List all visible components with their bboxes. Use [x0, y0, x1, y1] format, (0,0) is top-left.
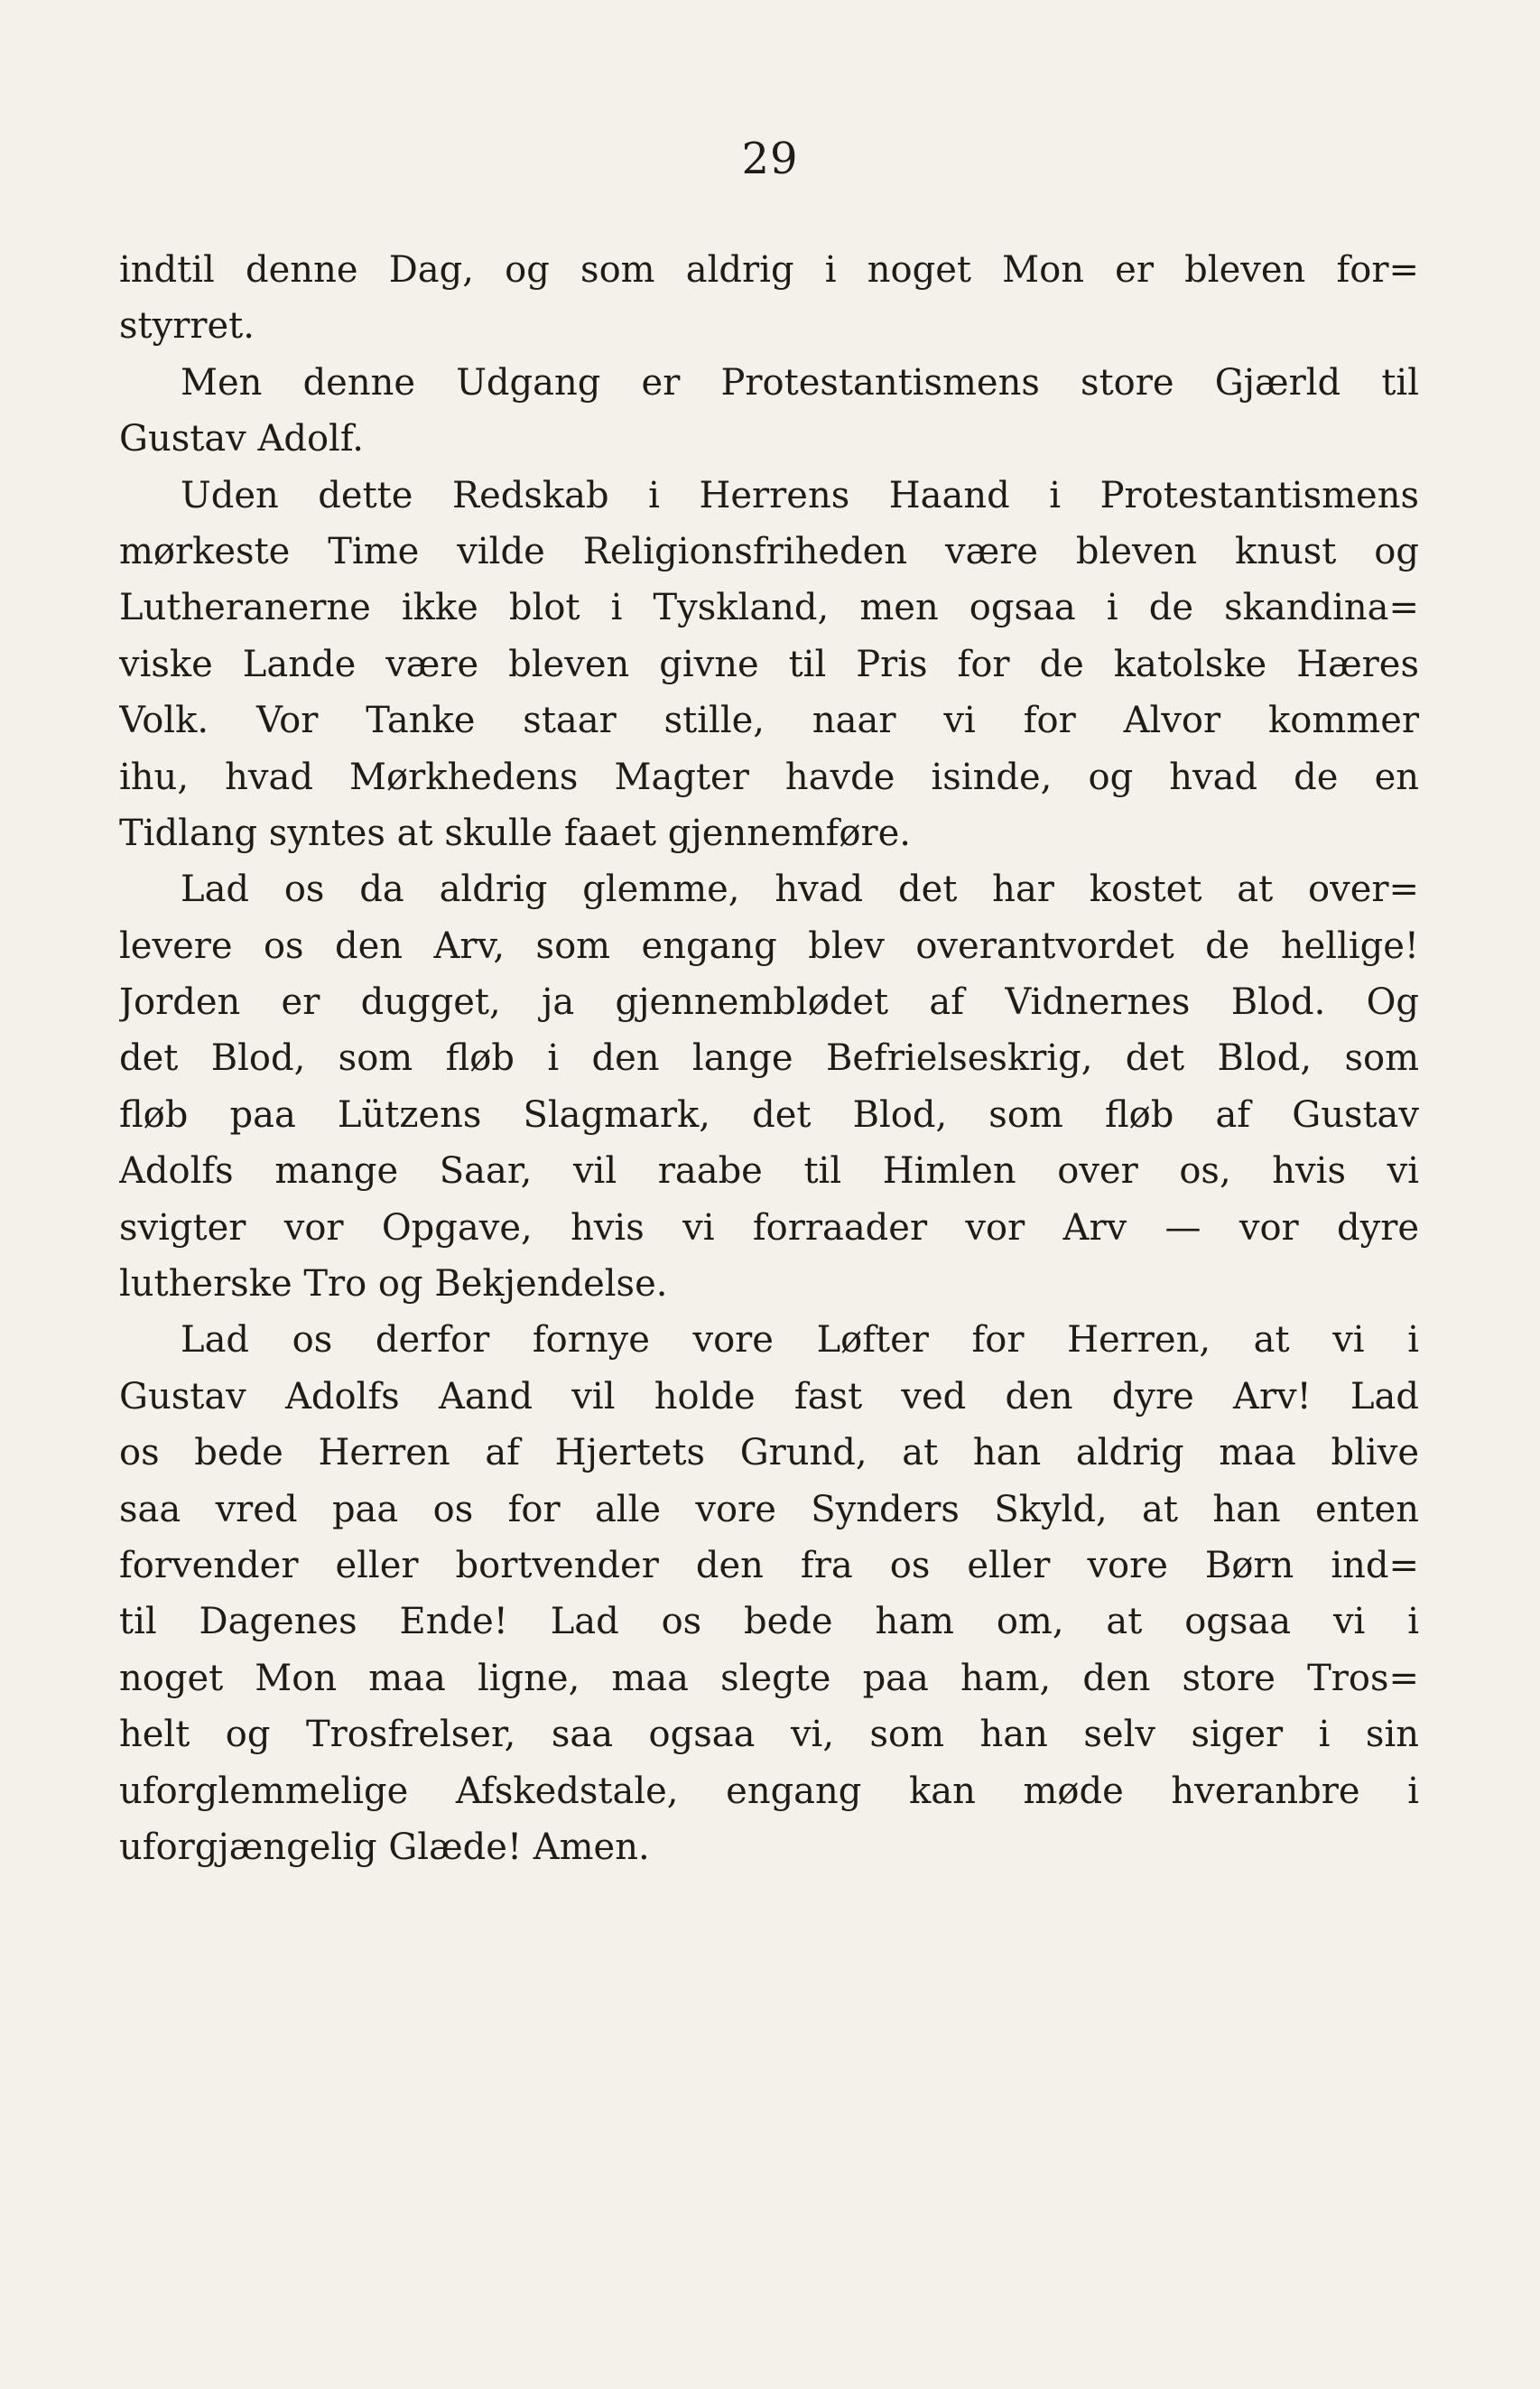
text-line: lutherske Tro og Bekjendelse.	[119, 1263, 668, 1306]
text-line: Men denne Udgang er Protestantismens store Gjærld til	[181, 361, 1419, 404]
text-line: levere os den Arv, som engang blev overantvordet de hellige!	[119, 925, 1419, 967]
page-number: 29	[741, 134, 799, 184]
text-line: Lad os derfor fornye vore Løfter for Herren, at vi i	[181, 1319, 1419, 1362]
text-line: noget Mon maa ligne, maa slegte paa ham, den store Tros=	[119, 1657, 1419, 1699]
text-line: indtil denne Dag, og som aldrig i noget Mon er bleven for=	[119, 249, 1419, 291]
text-line: Lad os da aldrig glemme, hvad det har kostet at over=	[181, 869, 1419, 911]
text-line: Jorden er dugget, ja gjennemblødet af Vidnernes Blod. Og	[119, 981, 1419, 1024]
text-line: svigter vor Opgave, hvis vi forraader vor Arv — vor dyre	[119, 1206, 1419, 1249]
text-line: Gustav Adolfs Aand vil holde fast ved den dyre Arv! Lad	[119, 1375, 1419, 1418]
text-line: uforglemmelige Afskedstale, engang kan møde hveranbre i	[119, 1770, 1419, 1812]
text-line: til Dagenes Ende! Lad os bede ham om, at ogsaa vi i	[119, 1601, 1419, 1643]
text-line: det Blod, som fløb i den lange Befrielseskrig, det Blod, som	[119, 1037, 1419, 1080]
text-line: Adolfs mange Saar, vil raabe til Himlen over os, hvis vi	[119, 1150, 1419, 1193]
text-line: Gustav Adolf.	[119, 418, 364, 460]
text-line: Volk. Vor Tanke staar stille, naar vi for Alvor kommer	[119, 700, 1419, 742]
text-line: Tidlang syntes at skulle faaet gjennemføre.	[119, 812, 911, 854]
text-line: fløb paa Lützens Slagmark, det Blod, som fløb af Gustav	[119, 1093, 1419, 1136]
text-line: mørkeste Time vilde Religionsfriheden være bleven knust og	[119, 530, 1419, 572]
text-line: forvender eller bortvender den fra os eller vore Børn ind=	[119, 1544, 1419, 1586]
text-line: viske Lande være bleven givne til Pris for de katolske Hæres	[119, 643, 1419, 685]
text-line: os bede Herren af Hjertets Grund, at han aldrig maa blive	[119, 1432, 1419, 1474]
text-line: styrret.	[119, 305, 255, 348]
text-line: uforgjængelig Glæde! Amen.	[119, 1826, 650, 1868]
text-line: saa vred paa os for alle vore Synders Skyld, at han enten	[119, 1488, 1419, 1530]
text-line: ihu, hvad Mørkhedens Magter havde isinde, og hvad de en	[119, 756, 1419, 798]
text-line: helt og Trosfrelser, saa ogsaa vi, som han selv siger i sin	[119, 1714, 1419, 1756]
text-line: Uden dette Redskab i Herrens Haand i Protestantismens	[181, 474, 1419, 516]
text-line: Lutheranerne ikke blot i Tyskland, men ogsaa i de skandina=	[119, 587, 1419, 629]
body-text	[119, 242, 1419, 1875]
